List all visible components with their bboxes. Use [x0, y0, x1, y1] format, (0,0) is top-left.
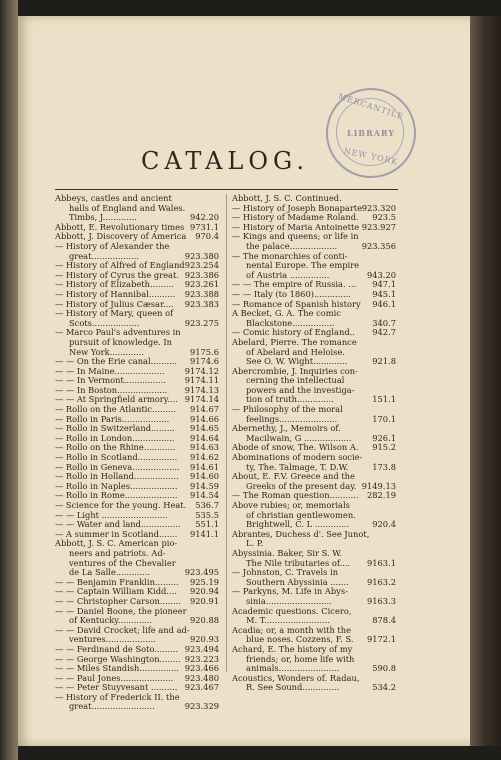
entry-text: — Johnston, C. Travels in — [232, 567, 339, 578]
entry-text: — History of Cyrus the great. — [55, 269, 179, 280]
entry-text: — Romance of Spanish history — [232, 298, 361, 309]
entry-call-number: 9149.13 — [361, 480, 396, 491]
entry-call-number: 923.275 — [184, 317, 219, 328]
entry-text: — History of Julius Cæsar.... — [55, 298, 174, 309]
entry-text: Above rubies; or, memorials — [232, 500, 350, 510]
entry-text: — Rollo in London................ — [55, 432, 175, 443]
page-title: CATALOG. — [141, 147, 309, 175]
entry-text: the palace.................. — [246, 240, 338, 251]
entry-text: — History of Elizabeth......... — [55, 279, 174, 290]
entry-text: powers and the investiga- — [246, 384, 355, 395]
entry-call-number: 923.927 — [361, 221, 396, 232]
entry-text: Greeks of the present day. — [246, 480, 357, 491]
entry-text: — A summer in Scotland....... — [55, 528, 178, 539]
entry-text: — History of Mary, queen of — [55, 308, 174, 319]
entry-call-number: 915.2 — [372, 442, 396, 453]
entry-call-number: 923.320 — [361, 202, 396, 213]
right-column — [232, 194, 396, 693]
entry-call-number: 925.19 — [189, 576, 219, 587]
entry-text: cerning the intellectual — [246, 375, 345, 386]
entry-text: — — On the Erie canal.......... — [55, 356, 178, 367]
entry-text: Macilwain, G .................. — [246, 432, 352, 443]
entry-text: See O. W. Wight............. — [246, 356, 348, 367]
entry-text: — — Italy (to 1860).............. — [232, 288, 351, 299]
entry-text: Abbott, J. S. C. Continued. — [232, 193, 342, 203]
entry-text: sinia......................... — [246, 595, 332, 606]
entry-call-number: 920.4 — [372, 519, 396, 530]
entry-call-number: 923.480 — [184, 672, 219, 683]
entry-text: — — Daniel Boone, the pioneer — [55, 605, 187, 616]
entry-text: — The Roman question........... — [232, 490, 359, 501]
entry-call-number: 9731.1 — [189, 221, 219, 232]
entry-call-number: 282.19 — [366, 490, 396, 501]
entry-text: neers and patriots. Ad- — [69, 547, 166, 558]
entry-call-number: 9174.14 — [184, 394, 219, 405]
entry-text: — History of Madame Roland. — [232, 212, 359, 223]
entry-call-number: 920.94 — [189, 586, 219, 597]
entry-text: — History of Joseph Bonaparte — [232, 202, 363, 213]
entry-call-number: 920.88 — [189, 615, 219, 626]
entry-text: — History of Maria Antoinette — [232, 221, 360, 232]
entry-call-number: 945.1 — [372, 288, 396, 299]
entry-text: of Abelard and Heloise. — [246, 346, 345, 357]
entry-text: — Rollo on the Rhine............ — [55, 442, 176, 453]
entry-text: great.................. — [69, 250, 139, 261]
entry-text: — — Water and land............... — [55, 519, 181, 530]
entry-call-number: 923.466 — [184, 663, 219, 674]
entry-call-number: 536.7 — [195, 500, 219, 510]
library-stamp — [326, 88, 416, 178]
entry-text: New York............. — [69, 346, 144, 357]
entry-text: — — In Vermont................ — [55, 375, 166, 386]
entry-call-number: 923.494 — [184, 643, 219, 654]
entry-text: — Rollo in Naples.................. — [55, 480, 178, 491]
entry-text: nental Europe. The empire — [246, 260, 360, 271]
entry-text: — Parkyns, M. Life in Abys- — [232, 586, 348, 597]
book-spine-left — [0, 0, 18, 760]
entry-text: — — George Washington........ — [55, 653, 181, 664]
entry-text: — Rollo on the Atlantic......... — [55, 404, 176, 415]
entry-text: Abrantes, Duchess d'. See Junot, — [232, 528, 370, 539]
entry-call-number: 340.7 — [372, 317, 396, 328]
entry-call-number: 9174.6 — [189, 356, 219, 367]
entry-call-number: 946.1 — [372, 298, 396, 309]
entry-text: — — Peter Stuyvesant .......... — [55, 682, 178, 693]
entry-text: Blackstone................ — [246, 317, 335, 328]
entry-text: Abbott, E. Revolutionary times — [55, 221, 185, 232]
entry-call-number: 970.4 — [195, 231, 219, 242]
entry-text: tion of truth.............. — [246, 394, 334, 405]
entry-call-number: 9174.11 — [184, 375, 219, 386]
entry-call-number: 590.8 — [372, 663, 396, 674]
entry-text: Southern Abyssinia ....... — [246, 576, 349, 587]
entry-text: pursuit of knowledge. In — [69, 336, 173, 347]
stamp-top-text: MERCANTILE — [336, 91, 406, 122]
entry-text: — — David Crocket; life and ad- — [55, 624, 190, 635]
entry-text: — The monarchies of conti- — [232, 250, 348, 261]
entry-call-number: 923.261 — [184, 279, 219, 290]
entry-text: — — In Boston................... — [55, 384, 168, 395]
entry-call-number: 914.59 — [189, 480, 219, 491]
entry-call-number: 9163.2 — [366, 576, 396, 587]
entry-call-number: 920.91 — [189, 595, 219, 606]
entry-call-number: 534.2 — [372, 682, 396, 693]
entry-text: ventures of the Chevalier — [69, 557, 176, 568]
entry-call-number: 9174.13 — [184, 384, 219, 395]
entry-call-number: 9141.1 — [189, 528, 219, 539]
left-column — [55, 194, 219, 712]
entry-text: — History of Alfred of England — [55, 260, 185, 271]
entry-text: — — Miles Standish............... — [55, 663, 179, 674]
entry-call-number: 921.8 — [372, 356, 396, 367]
entry-text: — — Ferdinand de Soto......... — [55, 643, 179, 654]
entry-call-number: 923.329 — [184, 701, 219, 712]
entry-call-number: 9163.3 — [366, 595, 396, 606]
entry-call-number: 9163.1 — [366, 557, 396, 568]
entry-text: great........................ — [69, 701, 155, 712]
entry-text: — — Benjamin Franklin......... — [55, 576, 179, 587]
entry-text: of christian gentlewomen. — [246, 509, 356, 520]
entry-text: friends; or, home life with — [246, 653, 355, 664]
entry-call-number: 914.65 — [189, 423, 219, 434]
entry-text: — History of Alexander the — [55, 240, 170, 251]
entry-text: R. See Sound.............. — [246, 682, 340, 693]
entry-text: — Science for the young. Heat. — [55, 500, 187, 510]
book-edge-right — [470, 16, 501, 746]
entry-text: feelings...................... — [246, 413, 338, 424]
entry-call-number: 923.5 — [372, 212, 396, 223]
entry-text: ventures................... — [69, 634, 156, 645]
entry-call-number: 914.62 — [189, 452, 219, 463]
entry-text: — — In Maine................... — [55, 365, 165, 376]
entry-call-number: 923.223 — [184, 653, 219, 664]
entry-call-number: 923.380 — [184, 250, 219, 261]
entry-call-number: 9174.12 — [184, 365, 219, 376]
entry-text: — Marco Paul's adventures in — [55, 327, 181, 338]
entry-call-number: 923.356 — [361, 240, 396, 251]
entry-call-number: 923.388 — [184, 288, 219, 299]
entry-text: Acoustics, Wonders of. Radau, — [232, 672, 360, 683]
entry-text: de La Salle............. — [69, 567, 151, 578]
entry-text: — — Captain William Kidd.... — [55, 586, 177, 597]
entry-call-number: 173.8 — [372, 461, 396, 472]
entry-text: Abbeys, castles and ancient — [55, 193, 172, 203]
entry-call-number: 923.495 — [184, 567, 219, 578]
entry-text: Abercrombie, J. Inquiries con- — [232, 365, 358, 376]
entry-call-number: 914.54 — [189, 490, 219, 501]
entry-text: — — The empire of Russia. ... — [232, 279, 357, 290]
stamp-middle-text: LIBRARY — [346, 128, 396, 138]
entry-call-number: 914.60 — [189, 471, 219, 482]
entry-call-number: 878.4 — [372, 615, 396, 626]
entry-call-number: 923.467 — [184, 682, 219, 693]
entry-call-number: 947.1 — [372, 279, 396, 290]
entry-text: — — Christopher Carson........ — [55, 595, 181, 606]
entry-text: — Kings and queens; or life in — [232, 231, 359, 242]
entry-call-number: 942.20 — [189, 212, 219, 223]
entry-call-number: 926.1 — [372, 432, 396, 443]
entry-text: — Rollo in Rome.................... — [55, 490, 178, 501]
entry-call-number: 170.1 — [372, 413, 396, 424]
entry-call-number: 151.1 — [372, 394, 396, 405]
entry-text: Achard, E. The history of my — [232, 643, 353, 654]
entry-text: About, E. F.V. Greece and the — [232, 471, 355, 482]
entry-text: ty, The. Talmage, T. D.W. — [246, 461, 349, 472]
entry-text: blue noses. Cozzens, F. S. — [246, 634, 354, 645]
entry-call-number: 923.386 — [184, 269, 219, 280]
catalog-entry — [55, 702, 219, 712]
entry-text: halls of England and Wales. — [69, 202, 186, 213]
entry-text: Scots.................. — [69, 317, 140, 328]
entry-call-number: 923.383 — [184, 298, 219, 309]
entry-text: Abominations of modern socie- — [232, 452, 363, 463]
entry-call-number: 9175.6 — [189, 346, 219, 357]
stamp-bottom-text: NEW YORK — [342, 146, 400, 167]
entry-text: — Rollo in Holland................. — [55, 471, 179, 482]
entry-text: Academic questions. Cicero, — [232, 605, 352, 616]
entry-text: — History of Frederick II. the — [55, 691, 180, 702]
entry-call-number: 9172.1 — [366, 634, 396, 645]
entry-text: Abode of snow, The. Wilson A. — [232, 442, 359, 453]
entry-text: — Rollo in Geneva.................. — [55, 461, 180, 472]
entry-text: A Becket, G. A. The comic — [232, 308, 341, 319]
entry-text: Acadia; or, a month with the — [232, 624, 352, 635]
column-separator — [226, 194, 227, 672]
entry-call-number: 923.254 — [184, 260, 219, 271]
entry-text: Abelard, Pierre. The romance — [232, 336, 357, 347]
entry-call-number: 551.1 — [195, 519, 219, 530]
catalog-entry — [232, 683, 396, 693]
entry-text: — — At Springfield armory.... — [55, 394, 178, 405]
entry-call-number: 920.93 — [189, 634, 219, 645]
entry-text: — — Light ......................... — [55, 509, 168, 520]
entry-text: Abbott, J. Discovery of America — [55, 231, 187, 242]
entry-text: — — Paul Jones.................... — [55, 672, 174, 683]
entry-text: animals....................... — [246, 663, 340, 674]
entry-call-number: 914.66 — [189, 413, 219, 424]
entry-text: Abyssinia. Baker, Sir S. W. — [232, 547, 343, 558]
entry-call-number: 914.64 — [189, 432, 219, 443]
entry-call-number: 914.61 — [189, 461, 219, 472]
entry-text: Brightwell, C. L ............. — [246, 519, 350, 530]
entry-text: M. T......................... — [246, 615, 331, 626]
entry-call-number: 943.20 — [366, 269, 396, 280]
entry-text: Abernethy, J., Memoirs of. — [232, 423, 341, 434]
entry-text: Abbott, J. S. C. American pio- — [55, 538, 178, 549]
entry-call-number: 535.5 — [195, 509, 219, 520]
entry-text: L. P. — [246, 538, 264, 549]
entry-text: — Rollo in Switzerland......... — [55, 423, 175, 434]
title-rule — [55, 189, 398, 190]
entry-text: — Rollo in Scotland............... — [55, 452, 178, 463]
entry-text: — History of Hannibal.......... — [55, 288, 176, 299]
entry-text: of Kentucky............. — [69, 615, 153, 626]
entry-text: of Austria ............... — [246, 269, 330, 280]
entry-text: — Comic history of England.. — [232, 327, 355, 338]
entry-text: — Rollo in Paris.................. — [55, 413, 170, 424]
entry-call-number: 914.67 — [189, 404, 219, 415]
entry-text: Timbs, J............. — [69, 212, 137, 223]
entry-text: — Philosophy of the moral — [232, 404, 343, 415]
entry-text: The Nile tributaries of.... — [246, 557, 351, 568]
entry-call-number: 942.7 — [372, 327, 396, 338]
entry-call-number: 914.63 — [189, 442, 219, 453]
